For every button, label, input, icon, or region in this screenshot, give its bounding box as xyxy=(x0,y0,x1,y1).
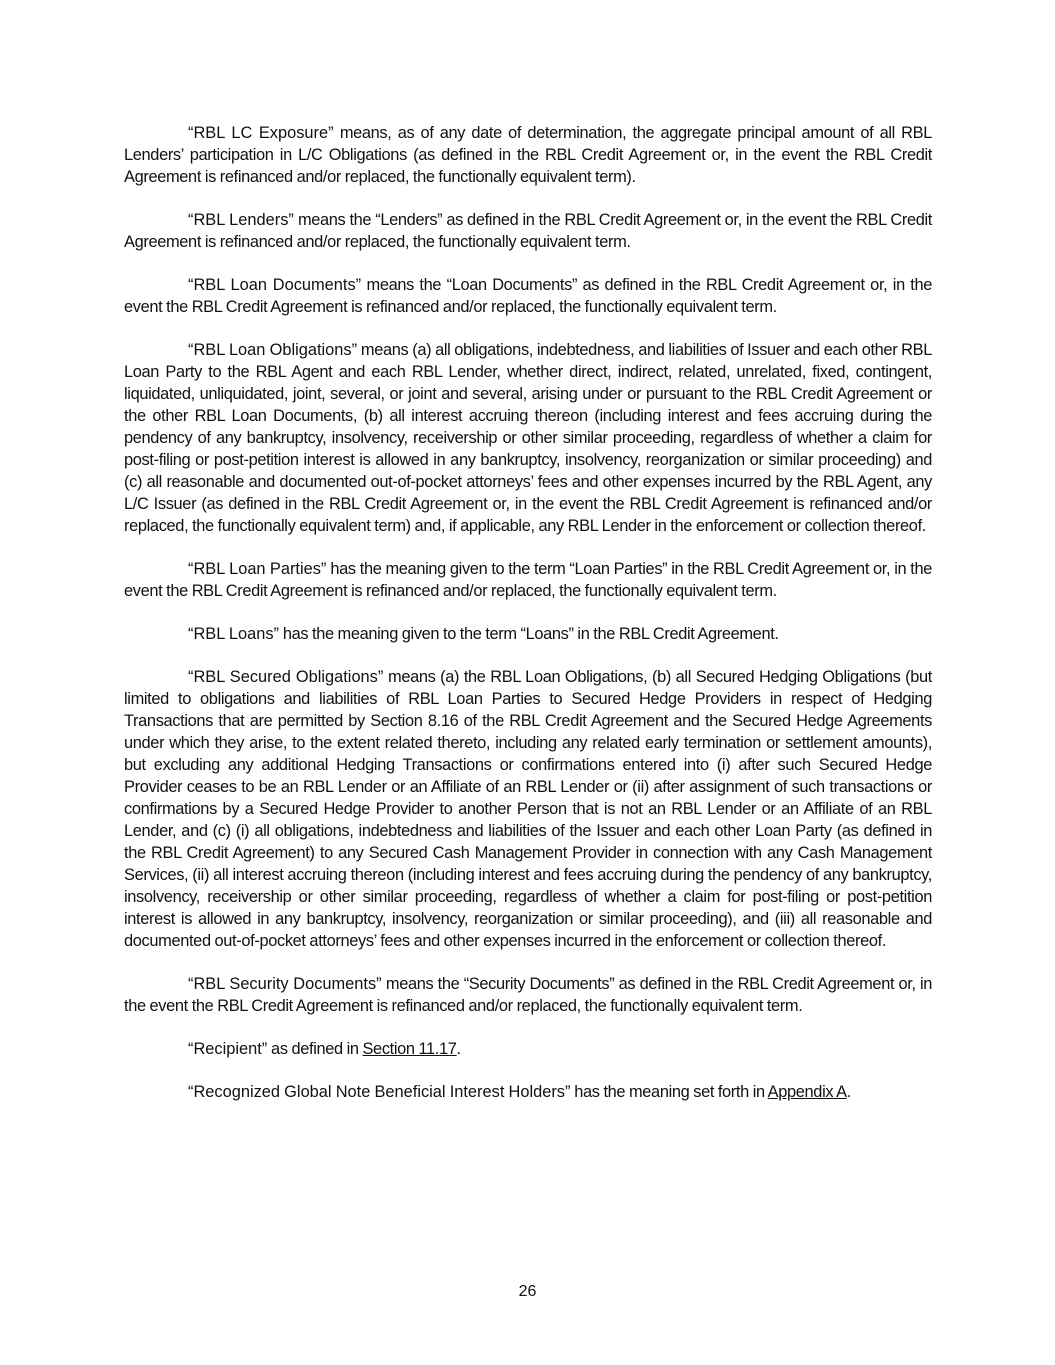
definition-text: means, as of any date of determination, the aggregate principal amount of all RBL Lenders’ participation in L/C Obligations (as defined in the RBL Credit Agreement or, in the event the RBL Credit Agreement is refinanced and/or replaced, the functionally equivalent term). xyxy=(124,124,932,186)
defined-term: “RBL Security Documents” xyxy=(188,975,382,993)
definition-text: means (a) the RBL Loan Obligations, (b) all Secured Hedging Obligations (but limited to obligations and liabilities of RBL Loan Parties to Secured Hedge Providers in respect of Hedging Transactions that are permitted by Section 8.16 of the RBL Credit Agreement and the Secured Hedge Agreements under which they arise, to the extent related thereto, including any related early termination or settlement amounts), but excluding any additional Hedging Transactions or confirmations entered into (i) after such Secured Hedge Provider ceases to be an RBL Lender or an Affiliate of an RBL Lender or (ii) after assignment of such transactions or confirmations by a Secured Hedge Provider to another Person that is not an RBL Lender or an Affiliate of an RBL Lender, and (c) (i) all obligations, indebtedness and liabilities of the Issuer and each other Loan Party (as defined in the RBL Credit Agreement) to any Secured Cash Management Provider in connection with any Cash Management Services, (ii) all interest accruing thereon (including interest and fees accruing during the pendency of any bankruptcy, insolvency, receivership or other similar proceeding, regardless of whether a claim for post-filing or post-petition interest is allowed in any bankruptcy, insolvency, reorganization or similar proceeding), and (iii) all reasonable and documented out-of-pocket attorneys’ fees and other expenses incurred in the enforcement or collection thereof. xyxy=(124,668,932,950)
definition-rbl-lc-exposure xyxy=(124,122,932,188)
definition-rbl-loan-obligations xyxy=(124,339,932,537)
appendix-reference-link[interactable]: Appendix A xyxy=(767,1083,847,1101)
definition-text: means the “Loan Documents” as defined in the RBL Credit Agreement or, in the event the RBL Credit Agreement is refinanced and/or replaced, the functionally equivalent term. xyxy=(124,276,932,316)
definition-rbl-loans xyxy=(124,623,932,645)
definition-text: means (a) all obligations, indebtedness, and liabilities of Issuer and each other RBL Loan Party to the RBL Agent and each RBL Lender, whether direct, indirect, related, unrelated, fixed, contingent, liquidated, unliquidated, joint, several, or joint and several, arising under or pursuant to the RBL Credit Agreement or the other RBL Loan Documents, (b) all interest accruing thereon (including interest and fees accruing during the pendency of any bankruptcy, insolvency, receivership or other similar proceeding, regardless of whether a claim for post-filing or post-petition interest is allowed in any bankruptcy, insolvency, reorganization or similar proceeding) and (c) all reasonable and documented out-of-pocket attorneys’ fees and other expenses incurred by the RBL Agent, any L/C Issuer (as defined in the RBL Credit Agreement or, in the event the RBL Credit Agreement is refinanced and/or replaced, the functionally equivalent term) and, if applicable, any RBL Lender in the enforcement or collection thereof. xyxy=(124,341,932,535)
definition-text: has the meaning given to the term “Loans” in the RBL Credit Agreement. xyxy=(279,625,779,643)
definition-end: . xyxy=(456,1040,461,1058)
defined-term: “RBL Lenders” xyxy=(188,211,294,229)
definition-text: means the “Security Documents” as defined in the RBL Credit Agreement or, in the event the RBL Credit Agreement is refinanced and/or replaced, the functionally equivalent term. xyxy=(124,975,932,1015)
definition-rbl-secured-obligations xyxy=(124,666,932,952)
defined-term: “RBL Loan Documents” xyxy=(188,276,362,294)
definition-text: means the “Lenders” as defined in the RBL Credit Agreement or, in the event the RBL Credit Agreement is refinanced and/or replaced, the functionally equivalent term. xyxy=(124,211,932,251)
definition-text: has the meaning set forth in xyxy=(570,1083,768,1101)
definition-text: as defined in xyxy=(267,1040,363,1058)
defined-term: “RBL LC Exposure” xyxy=(188,124,334,142)
defined-term: “Recipient” xyxy=(188,1040,268,1058)
definition-rbl-lenders xyxy=(124,209,932,253)
definition-end: . xyxy=(846,1083,851,1101)
definition-rbl-loan-documents xyxy=(124,274,932,318)
document-page xyxy=(124,122,932,1124)
defined-term: “RBL Secured Obligations” xyxy=(188,668,384,686)
definition-text: has the meaning given to the term “Loan Parties” in the RBL Credit Agreement or, in the event the RBL Credit Agreement is refinanced and/or replaced, the functionally equivalent term. xyxy=(124,560,932,600)
defined-term: “RBL Loan Parties” xyxy=(188,560,327,578)
defined-term: “RBL Loans” xyxy=(188,625,280,643)
definition-recognized-global-note-holders xyxy=(124,1081,932,1103)
definition-recipient xyxy=(124,1038,932,1060)
definition-rbl-loan-parties xyxy=(124,558,932,602)
page-number: 26 xyxy=(518,1283,537,1300)
defined-term: “Recognized Global Note Beneficial Interest Holders” xyxy=(188,1083,571,1101)
defined-term: “RBL Loan Obligations” xyxy=(188,341,358,359)
section-reference-link[interactable]: Section 11.17 xyxy=(362,1040,457,1058)
definition-rbl-security-documents xyxy=(124,973,932,1017)
